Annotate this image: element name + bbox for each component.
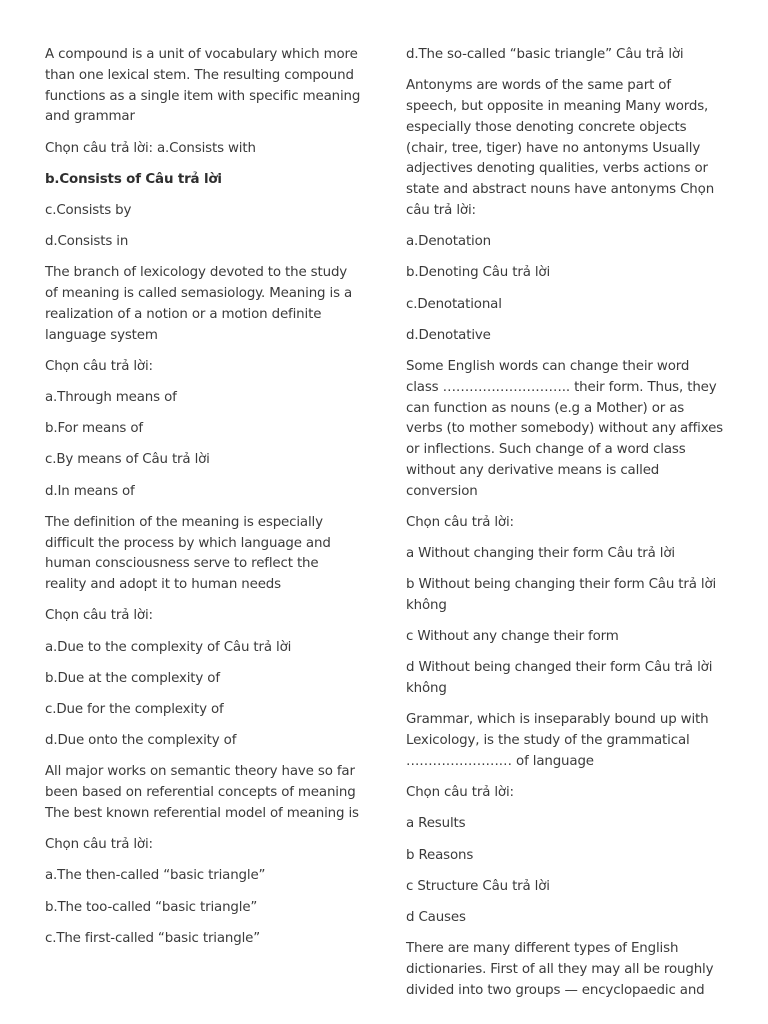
paragraph: b.Due at the complexity of: [45, 670, 220, 686]
paragraph: a.The then-called “basic triangle”: [45, 868, 266, 884]
paragraph: a.Due to the complexity of Câu trả lời: [45, 639, 292, 655]
paragraph: c.Consists by: [45, 202, 132, 218]
paragraph: Chọn câu trả lời:: [406, 785, 514, 801]
right-column: [406, 45, 724, 1012]
paragraph: d.Denotative: [406, 327, 491, 343]
paragraph: c.Denotational: [406, 296, 502, 312]
paragraph: d Causes: [406, 909, 466, 925]
paragraph: b.For means of: [45, 421, 143, 437]
paragraph: b.The too-called “basic triangle”: [45, 899, 258, 915]
paragraph: Some English words can change their word class ……………………….. their form. Thus, they can function as nouns (e.g a Mother) or as verbs (to mother somebody) without any affixes or inflections. Such change of a word class without any derivative means is called conversion: [406, 358, 723, 499]
paragraph: d.The so-called “basic triangle” Câu trả lời: [406, 47, 684, 62]
paragraph: The branch of lexicology devoted to the study of meaning is called semasiology. Meaning is a realization of a notion or a motion definite language system: [45, 265, 353, 343]
paragraph: The definition of the meaning is especially difficult the process by which language and human consciousness serve to reflect the reality and adopt it to human needs: [45, 514, 331, 593]
paragraph: a Without changing their form Câu trả lời: [406, 546, 675, 562]
paragraph-bold: b.Consists of Câu trả lời: [45, 171, 222, 187]
paragraph: c.By means of Câu trả lời: [45, 452, 210, 468]
paragraph: a.Denotation: [406, 234, 491, 250]
paragraph: c.The first-called “basic triangle”: [45, 930, 261, 946]
paragraph: A compound is a unit of vocabulary which more than one lexical stem. The resulting compound functions as a single item with specific meaning and grammar: [45, 47, 361, 125]
paragraph: d Without being changed their form Câu trả lời không: [406, 660, 713, 697]
left-column: [45, 45, 361, 960]
paragraph: Chọn câu trả lời:: [406, 514, 514, 530]
paragraph: d.Due onto the complexity of: [45, 733, 237, 749]
paragraph: a.Through means of: [45, 390, 177, 406]
paragraph: c.Due for the complexity of: [45, 701, 224, 717]
paragraph: d.In means of: [45, 483, 135, 499]
paragraph: b Reasons: [406, 847, 474, 863]
paragraph: Chọn câu trả lời: a.Consists with: [45, 140, 256, 156]
paragraph: b.Denoting Câu trả lời: [406, 265, 551, 281]
paragraph: Grammar, which is inseparably bound up with Lexicology, is the study of the grammatical …………………… of language: [406, 712, 709, 769]
paragraph: b Without being changing their form Câu trả lời không: [406, 577, 717, 614]
paragraph: c Without any change their form: [406, 629, 619, 645]
paragraph: There are many different types of English dictionaries. First of all they may all be roughly divided into two groups — encyclopaedic and: [406, 941, 714, 998]
paragraph: Chọn câu trả lời:: [45, 837, 153, 853]
paragraph: Chọn câu trả lời:: [45, 358, 153, 374]
paragraph: d.Consists in: [45, 234, 129, 250]
paragraph: All major works on semantic theory have so far been based on referential concepts of meaning The best known referential model of meaning is: [45, 764, 359, 821]
paragraph: Chọn câu trả lời:: [45, 608, 153, 624]
paragraph: c Structure Câu trả lời: [406, 878, 550, 894]
paragraph: a Results: [406, 816, 466, 832]
paragraph: Antonyms are words of the same part of speech, but opposite in meaning Many words, especially those denoting concrete objects (chair, tree, tiger) have no antonyms Usually adjectives denoting qualities, verbs actions or state and abstract nouns have antonyms Chọn câu trả lời:: [406, 78, 715, 218]
